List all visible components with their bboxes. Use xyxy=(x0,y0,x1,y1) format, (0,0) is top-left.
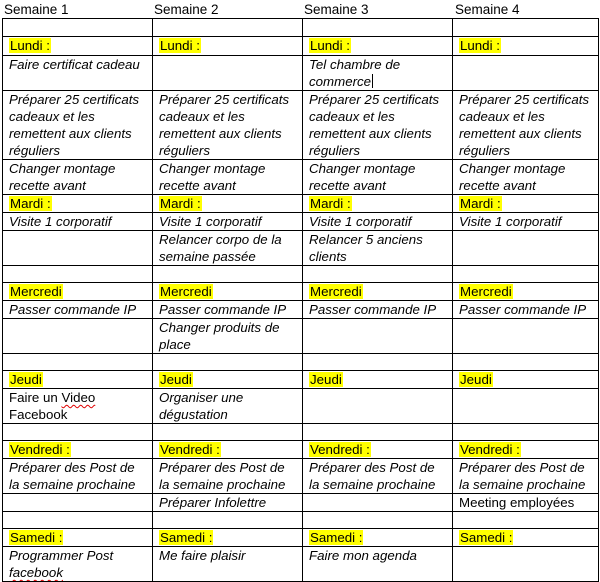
task-row xyxy=(3,56,599,91)
task-cell xyxy=(3,231,153,266)
task-cell: Préparer des Post de la semaine prochaine xyxy=(303,459,453,494)
day-label-samedi: Samedi : xyxy=(160,530,213,545)
task-cell xyxy=(453,547,599,582)
task-cell xyxy=(3,389,153,424)
task-cell: Préparer 25 certificats cadeaux et les remettent aux clients réguliers xyxy=(3,91,153,160)
day-cell xyxy=(453,195,599,213)
day-cell xyxy=(3,529,153,547)
task-cell xyxy=(453,231,599,266)
week-header-row xyxy=(0,0,600,18)
task-cell: Passer commande IP xyxy=(453,301,599,319)
day-label-lundi: Lundi : xyxy=(310,38,350,53)
day-row-jeudi xyxy=(3,371,599,389)
day-label-mardi: Mardi : xyxy=(460,196,501,211)
day-cell xyxy=(3,441,153,459)
task-cell: Changer montage recette avant xyxy=(153,160,303,195)
misspelled-word: Video xyxy=(61,390,96,405)
task-cell xyxy=(303,319,453,354)
task-row xyxy=(3,319,599,354)
task-cell xyxy=(303,56,453,91)
task-cell: Changer montage recette avant xyxy=(453,160,599,195)
day-cell xyxy=(303,283,453,301)
day-cell xyxy=(303,37,453,56)
day-cell xyxy=(153,371,303,389)
day-row-mardi xyxy=(3,195,599,213)
task-row xyxy=(3,459,599,494)
misspelled-word: facebook xyxy=(9,565,63,580)
text-cursor xyxy=(372,74,373,88)
task-cell xyxy=(453,389,599,424)
day-cell xyxy=(453,529,599,547)
task-row xyxy=(3,547,599,582)
task-cell xyxy=(453,319,599,354)
week-4-header: Semaine 4 xyxy=(455,2,520,17)
day-label-mardi: Mardi : xyxy=(310,196,351,211)
task-cell xyxy=(303,389,453,424)
task-text: Tel chambre de commerce xyxy=(309,57,401,89)
day-row-samedi xyxy=(3,529,599,547)
task-row xyxy=(3,494,599,512)
task-cell: Relancer corpo de la semaine passée xyxy=(153,231,303,266)
day-cell xyxy=(3,195,153,213)
task-cell: Passer commande IP xyxy=(153,301,303,319)
task-cell xyxy=(153,56,303,91)
task-cell: Visite 1 corporatif xyxy=(3,213,153,231)
task-text: Programmer Post xyxy=(9,548,114,563)
task-cell: Visite 1 corporatif xyxy=(303,213,453,231)
task-cell: Changer montage recette avant xyxy=(303,160,453,195)
day-label-jeudi: Jeudi xyxy=(460,372,492,387)
day-cell xyxy=(303,441,453,459)
day-cell xyxy=(153,441,303,459)
task-cell: Visite 1 corporatif xyxy=(453,213,599,231)
day-cell xyxy=(453,441,599,459)
day-label-lundi: Lundi : xyxy=(10,38,50,53)
task-row xyxy=(3,213,599,231)
spacer-row xyxy=(3,512,599,529)
day-cell xyxy=(303,195,453,213)
task-cell: Préparer des Post de la semaine prochaine xyxy=(453,459,599,494)
task-cell: Faire mon agenda xyxy=(303,547,453,582)
task-row xyxy=(3,389,599,424)
day-cell xyxy=(153,283,303,301)
day-label-mercredi: Mercredi xyxy=(160,284,212,299)
day-label-jeudi: Jeudi xyxy=(160,372,192,387)
task-cell: Préparer Infolettre xyxy=(153,494,303,512)
spacer-row xyxy=(3,354,599,371)
task-row xyxy=(3,160,599,195)
day-cell xyxy=(153,529,303,547)
day-label-mardi: Mardi : xyxy=(160,196,201,211)
task-cell: Visite 1 corporatif xyxy=(153,213,303,231)
task-cell: Organiser une dégustation xyxy=(153,389,303,424)
day-cell xyxy=(3,283,153,301)
task-cell xyxy=(303,494,453,512)
task-cell xyxy=(3,547,153,582)
day-cell xyxy=(3,37,153,56)
task-cell: Préparer 25 certificats cadeaux et les remettent aux clients réguliers xyxy=(153,91,303,160)
day-label-mercredi: Mercredi xyxy=(10,284,62,299)
task-cell: Faire certificat cadeau xyxy=(3,56,153,91)
day-label-vendredi: Vendredi : xyxy=(10,442,70,457)
task-cell: Me faire plaisir xyxy=(153,547,303,582)
day-cell xyxy=(303,529,453,547)
task-cell: Passer commande IP xyxy=(3,301,153,319)
week-3-header: Semaine 3 xyxy=(304,2,369,17)
task-cell: Passer commande IP xyxy=(303,301,453,319)
day-label-vendredi: Vendredi : xyxy=(160,442,220,457)
day-cell xyxy=(153,195,303,213)
week-2-header: Semaine 2 xyxy=(154,2,219,17)
day-cell xyxy=(453,37,599,56)
task-row xyxy=(3,301,599,319)
spacer-row xyxy=(3,424,599,441)
task-cell xyxy=(3,319,153,354)
day-label-samedi: Samedi : xyxy=(460,530,513,545)
day-label-jeudi: Jeudi xyxy=(310,372,342,387)
day-label-lundi: Lundi : xyxy=(460,38,500,53)
day-cell xyxy=(3,371,153,389)
day-label-samedi: Samedi : xyxy=(310,530,363,545)
task-text: Facebook xyxy=(9,407,68,422)
task-cell: Changer produits de place xyxy=(153,319,303,354)
spacer-row xyxy=(3,19,599,37)
day-cell xyxy=(303,371,453,389)
day-cell xyxy=(453,371,599,389)
task-cell: Meeting employées xyxy=(453,494,599,512)
spacer-row xyxy=(3,266,599,283)
day-label-mercredi: Mercredi xyxy=(460,284,512,299)
task-cell xyxy=(3,494,153,512)
task-cell: Préparer des Post de la semaine prochaine xyxy=(3,459,153,494)
day-label-mardi: Mardi : xyxy=(10,196,51,211)
day-label-mercredi: Mercredi xyxy=(310,284,362,299)
planner-table xyxy=(2,18,599,582)
task-cell: Préparer 25 certificats cadeaux et les remettent aux clients réguliers xyxy=(453,91,599,160)
day-label-vendredi: Vendredi : xyxy=(460,442,520,457)
task-row xyxy=(3,91,599,160)
day-row-vendredi xyxy=(3,441,599,459)
day-row-mercredi xyxy=(3,283,599,301)
week-1-header: Semaine 1 xyxy=(4,2,69,17)
task-cell: Relancer 5 anciens clients xyxy=(303,231,453,266)
day-label-jeudi: Jeudi xyxy=(10,372,42,387)
task-cell xyxy=(453,56,599,91)
task-cell: Préparer des Post de la semaine prochaine xyxy=(153,459,303,494)
day-row-lundi xyxy=(3,37,599,56)
task-row xyxy=(3,231,599,266)
task-text: Faire un xyxy=(9,390,62,405)
day-label-lundi: Lundi : xyxy=(160,38,200,53)
day-cell xyxy=(453,283,599,301)
task-cell: Préparer 25 certificats cadeaux et les remettent aux clients réguliers xyxy=(303,91,453,160)
day-label-vendredi: Vendredi : xyxy=(310,442,370,457)
day-cell xyxy=(153,37,303,56)
task-cell: Changer montage recette avant xyxy=(3,160,153,195)
day-label-samedi: Samedi : xyxy=(10,530,63,545)
